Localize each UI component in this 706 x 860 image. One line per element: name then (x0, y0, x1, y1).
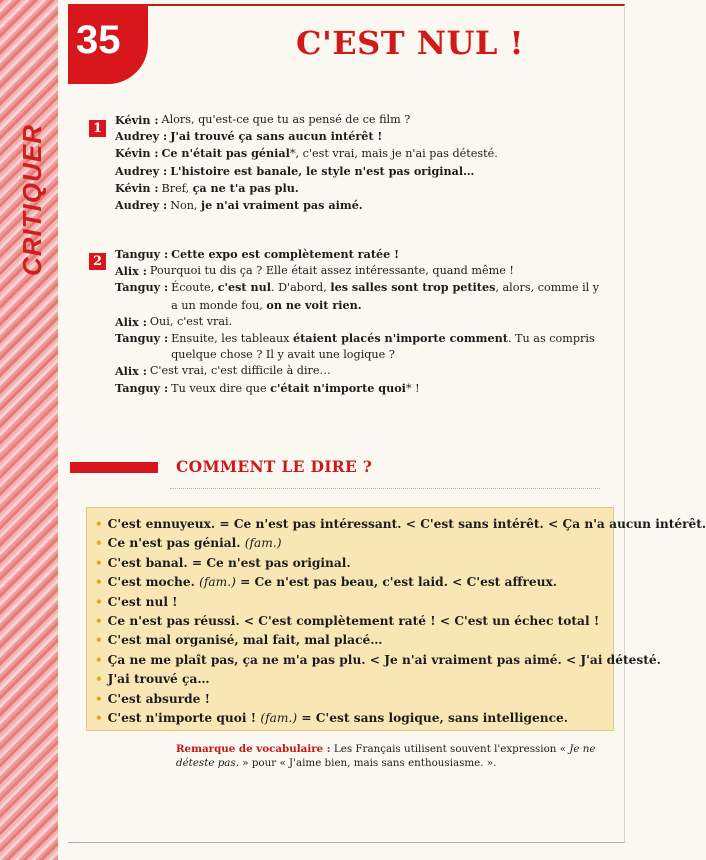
dialogue-line (115, 314, 605, 330)
expression-text: C'est absurde ! (107, 691, 211, 706)
key-expression: c'est nul (217, 280, 271, 295)
dialogue-number-2: 2 (89, 253, 106, 270)
key-expression: Cette expo est complètement ratée ! (171, 247, 400, 261)
bullet-icon: • (95, 517, 103, 531)
speaker-name: Audrey : (115, 198, 168, 213)
expression-text: Ce n'est pas réussi. < C'est complètement raté ! < C'est un échec total ! (107, 614, 600, 629)
key-expression: J'ai trouvé ça sans aucun intérêt ! (170, 129, 383, 144)
speaker-name: Kévin : (115, 113, 159, 127)
expression-item (95, 515, 706, 534)
line-text (167, 197, 605, 214)
note-italic: Je ne déteste pas. (176, 743, 596, 769)
line-segment: Pourquoi tu dis ça ? Elle était assez intéressante, quand même ! (149, 264, 514, 278)
key-expression: on ne voit rien. (266, 297, 362, 312)
expression-item (95, 593, 613, 612)
line-segment: Ensuite, les tableaux (171, 332, 294, 346)
dialogue-line (115, 330, 605, 363)
speaker-name: Audrey : (115, 129, 168, 144)
line-text (147, 263, 605, 279)
expression-text: = Ce n'est pas beau, c'est laid. < C'est affreux. (235, 575, 558, 590)
speaker-name: Tanguy : (115, 247, 169, 261)
dotted-separator (170, 488, 600, 489)
dialogue-line (115, 163, 605, 180)
expression-item (95, 573, 613, 592)
line-segment: Alors, qu'est-ce que tu as pensé de ce film ? (161, 113, 411, 126)
speaker-name: Tanguy : (115, 380, 169, 395)
line-segment: C'est vrai, c'est difficile à dire… (149, 364, 331, 378)
dialogue-line (115, 246, 605, 263)
line-text (159, 112, 605, 128)
expression-text: C'est mal organisé, mal fait, mal placé… (107, 633, 383, 648)
bullet-icon: • (95, 536, 103, 551)
register-tag: (fam.) (260, 711, 298, 726)
bullet-icon: • (95, 614, 103, 629)
line-segment: *, c'est vrai, mais je n'ai pas détesté. (289, 147, 498, 161)
bullet-icon: • (95, 575, 103, 590)
bullet-icon: • (95, 691, 103, 706)
line-segment: Écoute, (171, 281, 218, 295)
key-expression: c'était n'importe quoi (270, 380, 406, 395)
dialogue-line (115, 380, 605, 397)
line-text (168, 330, 605, 363)
expression-item (95, 651, 661, 670)
line-text (168, 380, 605, 397)
note-label: Remarque de vocabulaire : (176, 743, 331, 755)
speaker-name: Alix : (115, 314, 147, 329)
speaker-name: Kévin : (115, 146, 159, 161)
speaker-name: Audrey : (115, 163, 168, 178)
section-title: COMMENT LE DIRE ? (176, 457, 373, 476)
dialogue-line (115, 128, 605, 145)
line-segment: . D'abord, (270, 281, 331, 295)
line-segment: Tu veux dire que (171, 381, 271, 395)
sidebar-band (0, 0, 58, 860)
key-expression: étaient placés n'importe comment (293, 331, 508, 346)
note-text: » pour « J'aime bien, mais sans enthousiasme. ». (239, 757, 497, 769)
expression-item (95, 670, 613, 689)
expression-text: C'est nul ! (107, 594, 178, 609)
line-segment: , alors, comme il y a un monde fou, (171, 281, 600, 312)
key-expression: ça ne t'a pas plu. (192, 180, 299, 195)
line-text (147, 363, 605, 379)
line-text (167, 128, 605, 145)
sidebar-label: CRITIQUER (17, 124, 47, 276)
bullet-icon: • (95, 594, 103, 609)
expression-item (95, 709, 613, 728)
expression-item (95, 612, 613, 631)
lesson-number-badge: 35 (68, 4, 148, 84)
line-text (159, 145, 605, 162)
dialogue-line (115, 145, 605, 162)
line-segment: * ! (405, 381, 420, 395)
bullet-icon: • (95, 672, 103, 687)
register-tag: (fam.) (199, 575, 236, 590)
bullet-icon: • (95, 711, 103, 726)
key-expression: Ce n'était pas génial (161, 146, 290, 161)
speaker-name: Alix : (115, 264, 147, 279)
speaker-name: Tanguy : (115, 331, 169, 346)
expression-item (95, 554, 613, 573)
key-expression: je n'ai vraiment pas aimé. (201, 198, 363, 213)
expression-item (95, 690, 613, 709)
dialogue-line (115, 263, 605, 279)
speaker-name: Tanguy : (115, 280, 169, 295)
speaker-name: Alix : (115, 364, 147, 379)
key-expression: les salles sont trop petites (330, 280, 496, 295)
expression-item (95, 534, 613, 553)
expression-text: C'est n'importe quoi ! (107, 711, 261, 726)
dialogue-number-1: 1 (89, 120, 106, 137)
expression-text: = C'est sans logique, sans intelligence. (297, 711, 569, 726)
speaker-name: Kévin : (115, 180, 159, 195)
expression-item (95, 631, 613, 650)
expression-text: Ce n'est pas génial. (107, 536, 245, 551)
expression-text: C'est banal. = Ce n'est pas original. (107, 555, 351, 570)
expressions-list (87, 508, 706, 728)
bullet-icon: • (95, 555, 103, 570)
expression-text: Ça ne me plaît pas, ça ne m'a pas plu. < Je n'ai vraiment pas aimé. < J'ai détesté. (107, 652, 661, 667)
dialogue-line (115, 197, 605, 214)
register-tag: (fam.) (244, 536, 282, 551)
expression-text: C'est moche. (107, 575, 200, 590)
vocabulary-note (176, 742, 612, 770)
expression-text: C'est ennuyeux. = Ce n'est pas intéressant. < C'est sans intérêt. < Ça n'a aucun intérêt. (107, 517, 706, 531)
line-text (168, 279, 605, 313)
bullet-icon: • (95, 633, 103, 648)
expression-text: J'ai trouvé ça… (107, 672, 210, 687)
line-text (147, 314, 605, 330)
line-segment: . Tu as compris quelque chose ? Il y avait une logique ? (171, 332, 595, 362)
bullet-icon: • (95, 652, 103, 667)
section-red-bar (70, 462, 158, 473)
dialogue-line (115, 112, 605, 128)
page-title: C'EST NUL ! (295, 24, 525, 62)
line-segment: Bref, (161, 181, 193, 195)
line-text (167, 163, 605, 180)
line-segment: Oui, c'est vrai. (149, 314, 233, 328)
dialogue-2 (115, 246, 605, 397)
line-text (159, 180, 605, 197)
expressions-box (86, 507, 706, 731)
key-expression: L'histoire est banale, le style n'est pas original… (170, 163, 475, 178)
note-text: Les Français utilisent souvent l'expression « (330, 743, 570, 755)
dialogue-1 (115, 112, 605, 214)
dialogue-line (115, 180, 605, 197)
line-segment: Non, (170, 199, 202, 213)
line-text (168, 246, 605, 263)
dialogue-line (115, 363, 605, 379)
dialogue-line (115, 279, 605, 313)
